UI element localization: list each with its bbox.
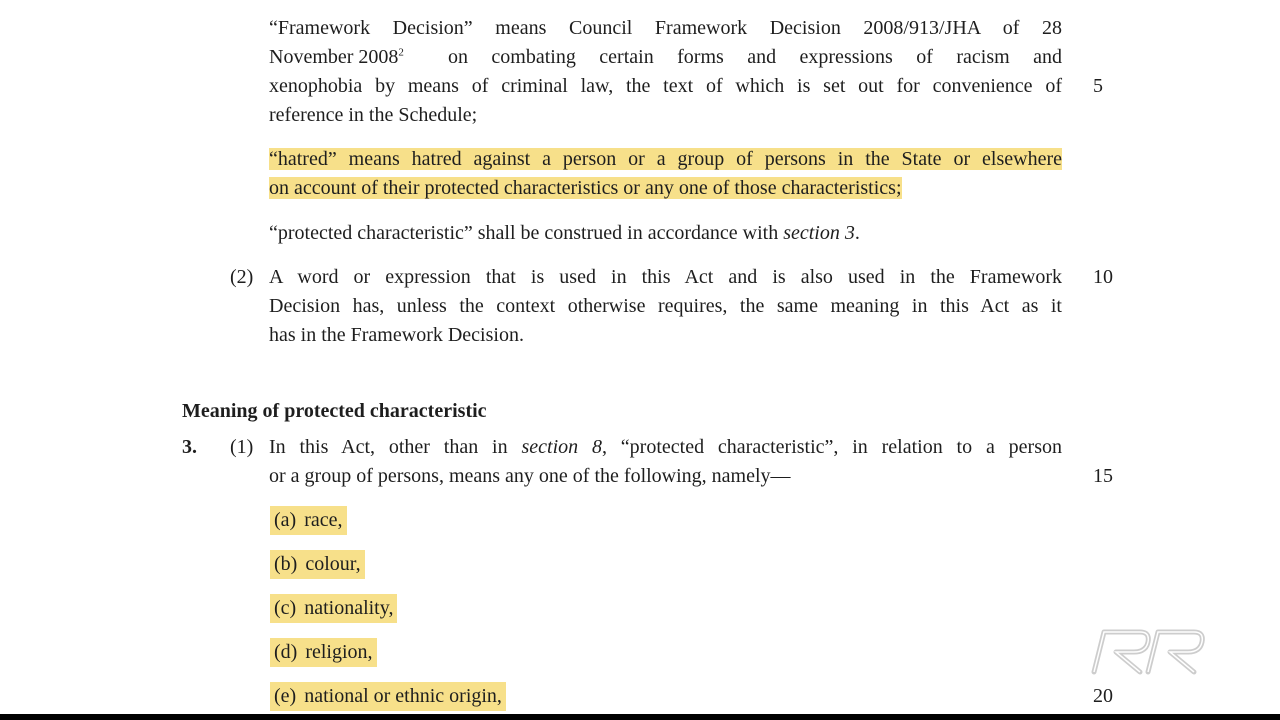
line-number-10: 10 — [1093, 266, 1113, 288]
list-item-label: (e) — [274, 685, 297, 707]
footnote-marker: 2 — [398, 46, 404, 59]
subsection-1-label: (1) — [230, 436, 254, 458]
def-framework-date — [269, 43, 404, 72]
list-item-nationality — [270, 594, 397, 623]
rr-logo-icon — [1086, 624, 1210, 680]
list-item-label: (a) — [274, 509, 297, 531]
def-framework-line-2: on combating certain forms and expressions of racism and — [448, 46, 1062, 68]
subsection-2-line-2: Decision has, unless the context otherwise requires, the same meaning in this Act as it — [269, 295, 1062, 317]
list-item-text: religion, — [305, 641, 373, 663]
subsection-2-line-1: A word or expression that is used in this Act and is also used in the Framework — [269, 266, 1062, 288]
section-3-line-1 — [269, 433, 1062, 462]
section-3-line-1b: , “protected characteristic”, in relation to a person — [601, 436, 1062, 458]
list-item-text: colour, — [305, 553, 361, 575]
def-framework-line-4: reference in the Schedule; — [269, 104, 478, 126]
list-item-text: race, — [304, 509, 343, 531]
section-8-ref: section 8 — [521, 436, 602, 458]
section-3-ref: section 3 — [783, 222, 855, 244]
list-item-label: (b) — [274, 553, 298, 575]
list-item-text: national or ethnic origin, — [304, 685, 502, 707]
video-bottom-bar — [0, 714, 1280, 720]
def-hatred-text-1: “hatred” means hatred against a person or a group of persons in the State or elsewhere — [269, 148, 1062, 170]
def-protected-end: . — [854, 222, 860, 244]
line-number-20: 20 — [1093, 685, 1113, 707]
def-framework-line-3: xenophobia by means of criminal law, the text of which is set out for convenience of — [269, 75, 1062, 97]
list-item-label: (c) — [274, 597, 297, 619]
def-framework-date-text: November 2008 — [269, 46, 399, 68]
line-number-5: 5 — [1093, 75, 1103, 97]
def-hatred-line-1 — [269, 145, 1062, 174]
line-number-15: 15 — [1093, 465, 1113, 487]
def-hatred-line-2 — [269, 174, 902, 203]
def-framework-line-1: “Framework Decision” means Council Framework Decision 2008/913/JHA of 28 — [269, 17, 1062, 39]
section-number: 3. — [182, 436, 197, 458]
section-3-line-1a: In this Act, other than in — [269, 436, 508, 458]
list-item-religion — [270, 638, 377, 667]
section-3-line-2: or a group of persons, means any one of the following, namely— — [269, 465, 791, 487]
list-item-national-ethnic-origin — [270, 682, 506, 711]
list-item-label: (d) — [274, 641, 298, 663]
def-protected — [269, 219, 860, 248]
subsection-2-line-3: has in the Framework Decision. — [269, 324, 524, 346]
list-item-colour — [270, 550, 365, 579]
section-heading: Meaning of protected characteristic — [182, 400, 487, 422]
def-hatred-text-2: on account of their protected characteristics or any one of those characteristics; — [269, 177, 902, 199]
def-protected-text: “protected characteristic” shall be construed in accordance with — [269, 222, 779, 244]
list-item-text: nationality, — [304, 597, 394, 619]
list-item-race — [270, 506, 347, 535]
subsection-2-label: (2) — [230, 266, 254, 288]
